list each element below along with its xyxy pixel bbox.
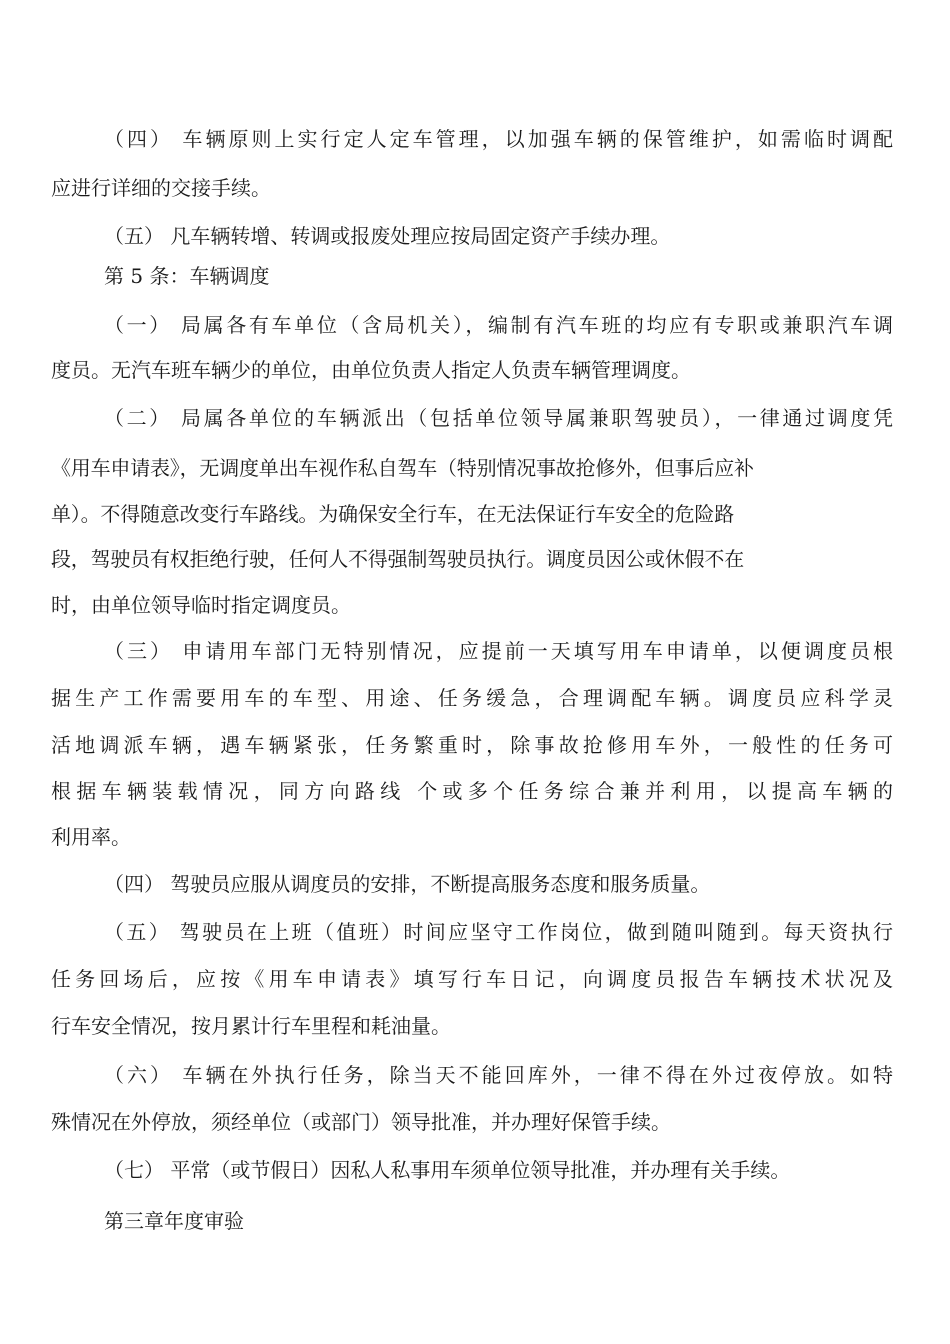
paragraph-line: 根据车辆装载情况，同方向路线 个或多个任务综合兼并利用，以提高车辆的 xyxy=(51,779,893,803)
paragraph-line: （三） 申请用车部门无特别情况，应提前一天填写用车申请单，以便调度员根 xyxy=(104,639,893,663)
paragraph-line: 《用车申请表》，无调度单出车视作私自驾车（特别情况事故抢修外，但事后应补 xyxy=(51,456,754,480)
paragraph-line: 度员。无汽车班车辆少的单位，由单位负责人指定人负责车辆管理调度。 xyxy=(51,358,691,382)
paragraph-line: （五） 驾驶员在上班（值班）时间应坚守工作岗位，做到随叫随到。每天资执行 xyxy=(104,920,893,944)
paragraph-line: 利用率。 xyxy=(51,825,131,849)
paragraph-line: 殊情况在外停放，须经单位（或部门）领导批准，并办理好保管手续。 xyxy=(51,1110,671,1134)
paragraph-line: 单）。不得随意改变行车路线。为确保安全行车，在无法保证行车安全的危险路 xyxy=(51,502,734,526)
paragraph-line: （四） 驾驶员应服从调度员的安排，不断提高服务态度和服务质量。 xyxy=(104,872,711,896)
paragraph-line: （六） 车辆在外执行任务，除当天不能回库外，一律不得在外过夜停放。如特 xyxy=(104,1063,893,1087)
paragraph-line: 时，由单位领导临时指定调度员。 xyxy=(51,593,351,617)
paragraph-line: （四） 车辆原则上实行定人定车管理，以加强车辆的保管维护，如需临时调配 xyxy=(104,127,893,151)
paragraph-line: （一） 局属各有车单位（含局机关），编制有汽车班的均应有专职或兼职汽车调 xyxy=(104,313,893,337)
paragraph-line: （七） 平常（或节假日）因私人私事用车须单位领导批准，并办理有关手续。 xyxy=(104,1158,791,1182)
paragraph-line: 据生产工作需要用车的车型、用途、任务缓急，合理调配车辆。调度员应科学灵 xyxy=(51,686,893,710)
paragraph-line: （二） 局属各单位的车辆派出（包括单位领导属兼职驾驶员），一律通过调度凭 xyxy=(104,406,893,430)
paragraph-line: 行车安全情况，按月累计行车里程和耗油量。 xyxy=(51,1014,451,1038)
paragraph-line: （五） 凡车辆转增、转调或报废处理应按局固定资产手续办理。 xyxy=(104,224,671,248)
section-heading: 第 5 条：车辆调度 xyxy=(104,264,270,288)
paragraph-line: 应进行详细的交接手续。 xyxy=(51,176,271,200)
paragraph-line: 活地调派车辆，遇车辆紧张，任务繁重时，除事故抢修用车外，一般性的任务可 xyxy=(51,733,893,757)
chapter-heading: 第三章年度审验 xyxy=(104,1209,244,1233)
paragraph-line: 段，驾驶员有权拒绝行驶，任何人不得强制驾驶员执行。调度员因公或休假不在 xyxy=(51,547,744,571)
paragraph-line: 任务回场后，应按《用车申请表》填写行车日记，向调度员报告车辆技术状况及 xyxy=(51,967,893,991)
